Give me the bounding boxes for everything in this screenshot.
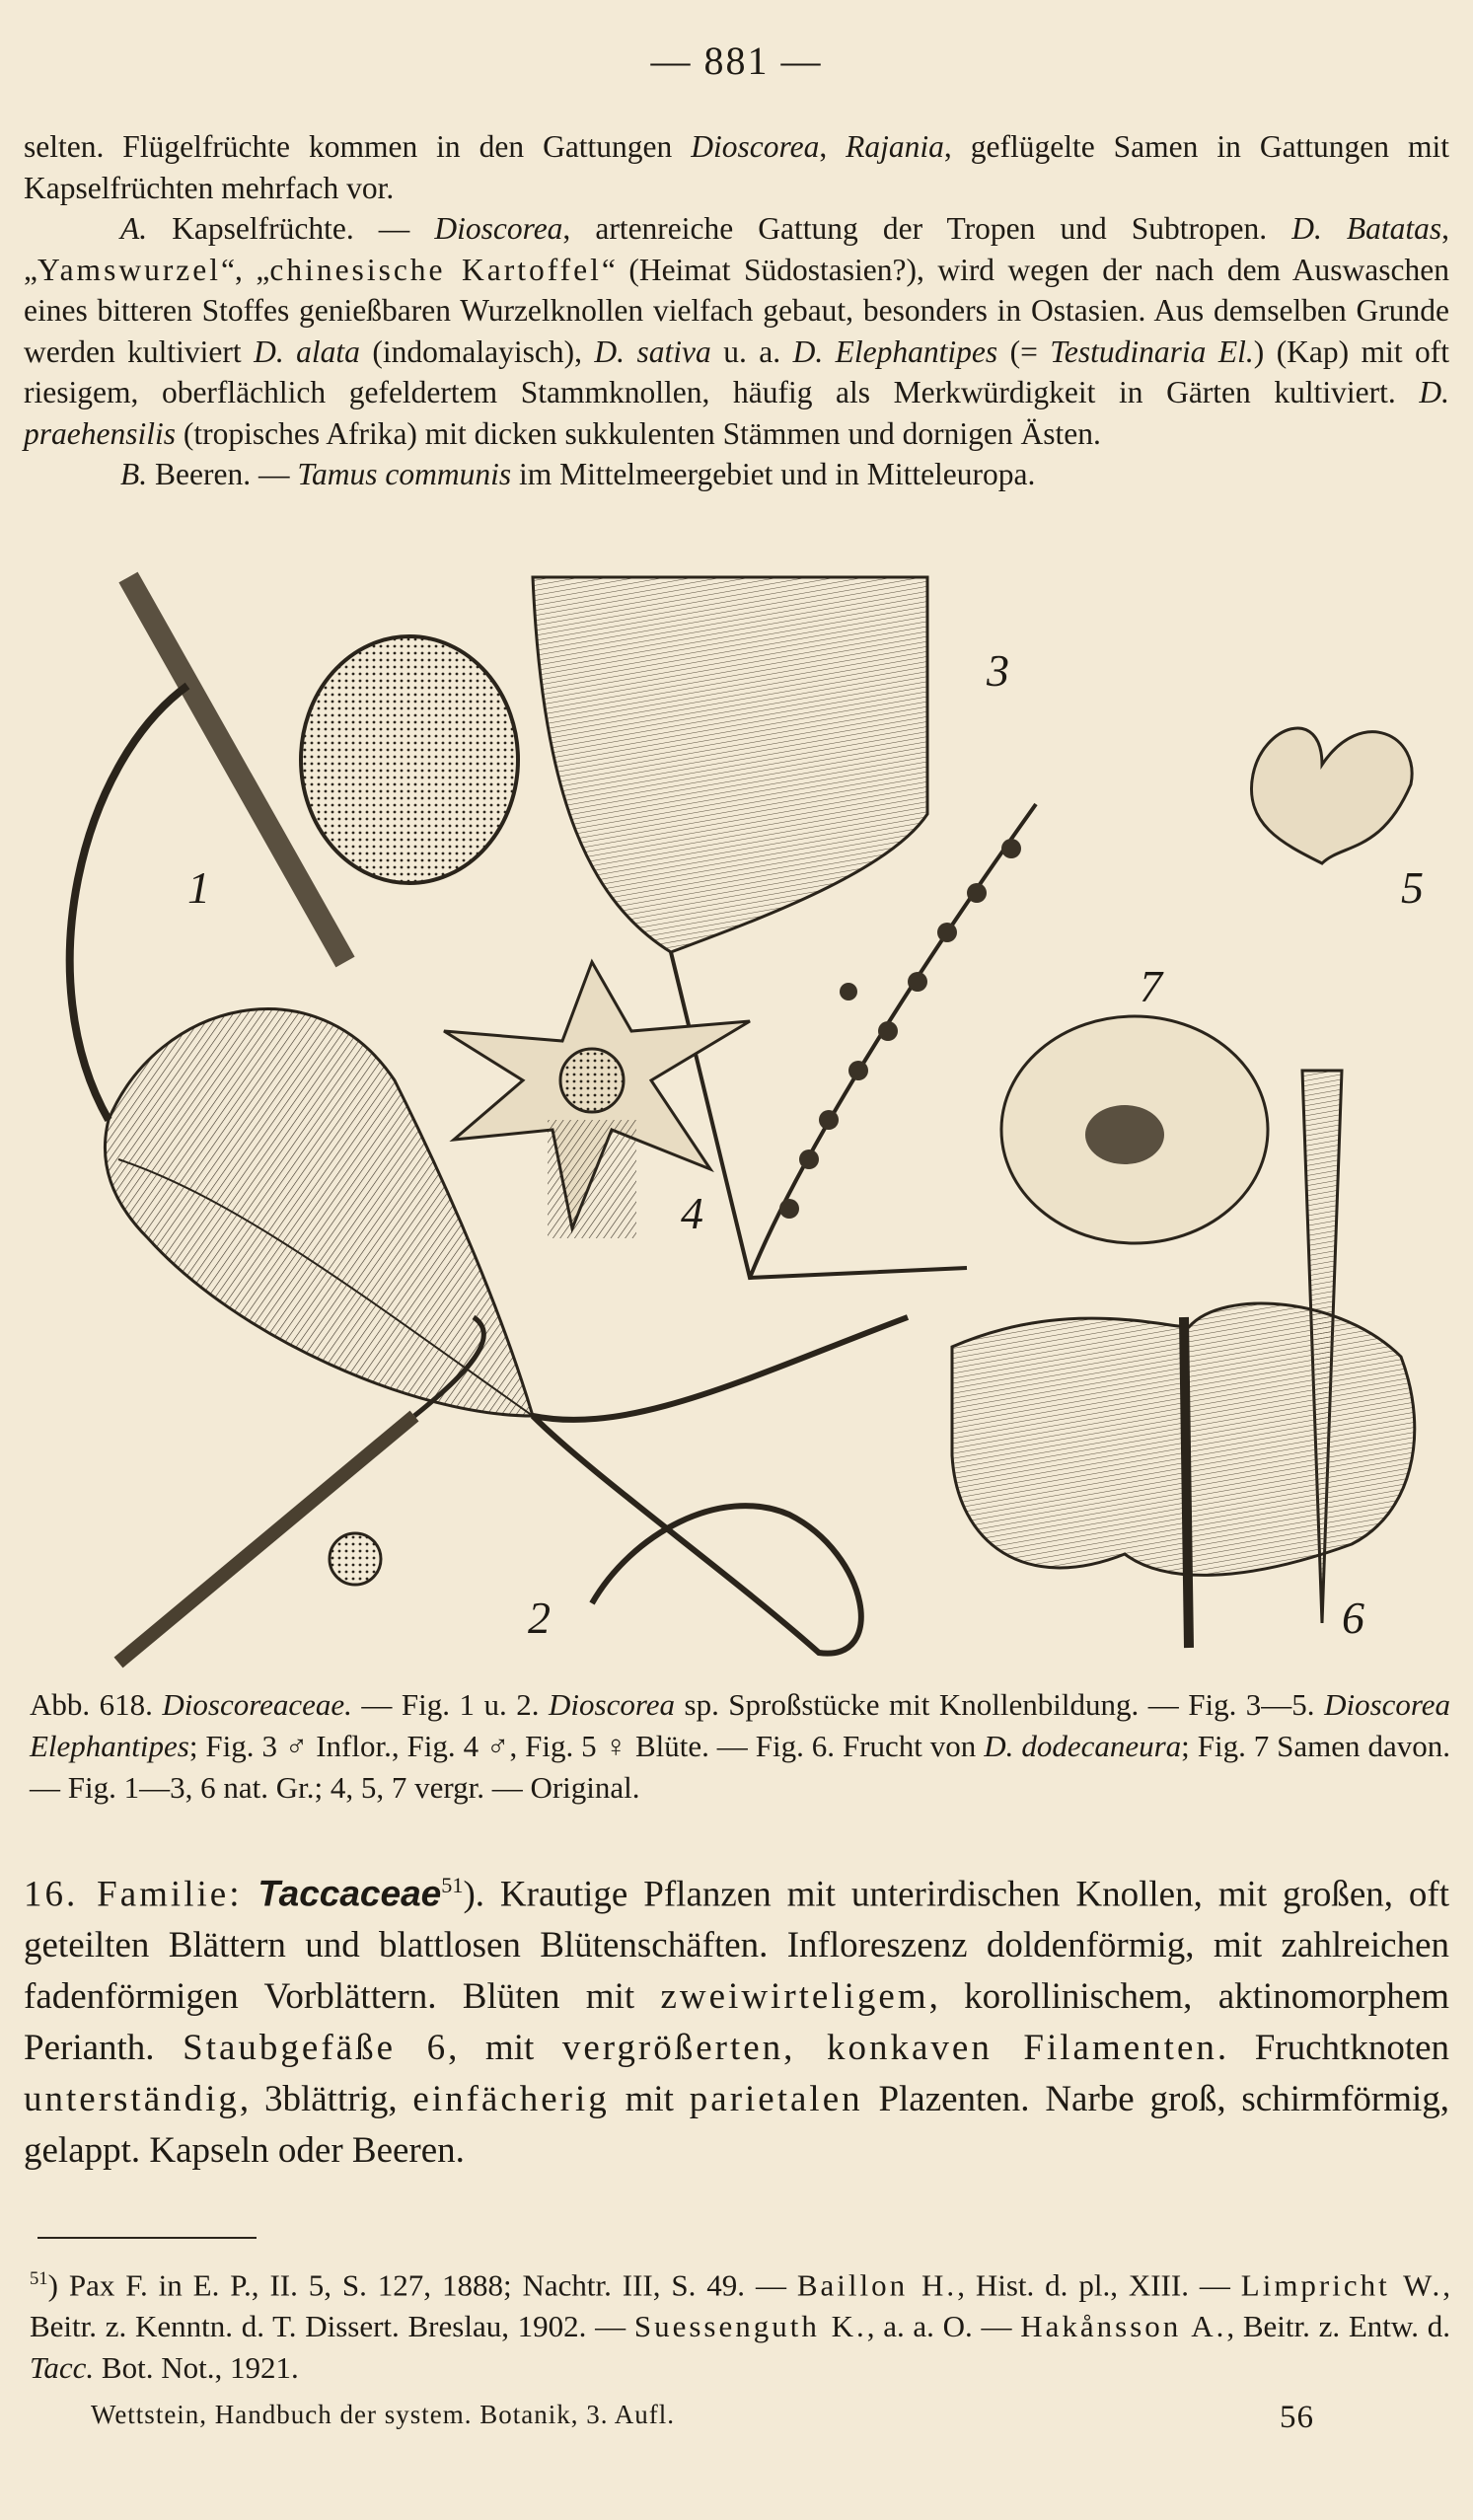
figure-label-5: 5	[1401, 862, 1424, 913]
body-text	[24, 126, 1449, 495]
footnote-divider	[37, 2237, 257, 2239]
figure-label-2: 2	[528, 1593, 551, 1643]
botanical-illustration	[39, 567, 1440, 1672]
paragraph-a: A. Kapselfrüchte. — Dioscorea, artenreiche Gattung der Tropen und Subtropen. D. Batatas, „Yamswurzel“, „chinesische Kartoffel“ (Heimat Südostasien?), wird wegen der nach dem Auswaschen eines bitteren Stoffes genießbaren Wurzelknollen vielfach gebaut, besonders in Ostasien. Aus demselben Grunde werden kultiviert D. alata (indomalayisch), D. sativa u. a. D. Elephantipes (= Testudinaria El.) (Kap) mit oft riesigem, oberflächlich gefeldertem Stammknollen, häufig als Merkwürdigkeit in Gärten kultiviert. D. praehensilis (tropisches Afrika) mit dicken sukkulenten Stämmen und dornigen Ästen.	[24, 211, 1450, 451]
footer-book-title: Wettstein, Handbuch der system. Botanik, 3. Aufl.	[91, 2400, 675, 2429]
figure-label-1: 1	[187, 862, 210, 913]
intro-paragraph: selten. Flügelfrüchte kommen in den Gattungen Dioscorea, Rajania, geflügelte Samen in Gattungen mit Kapselfrüchten mehrfach vor.	[24, 129, 1450, 205]
family-description: 16. Familie: Taccaceae$^{51}$). Krautige Pflanzen mit unterirdischen Knollen, mit großen, oft geteilten Blättern und blattlosen Blütenschäften. Infloreszenz doldenförmig, mit zahlreichen fadenförmigen Vorblättern. Blüten mit zweiwirteligem, korollinischem, aktinomorphem Perianth. Staubgefäße 6, mit vergrößerten, konkaven Filamenten. Fruchtknoten unterständig, 3blättrig, einfächerig mit parietalen Plazenten. Narbe groß, schirmförmig, gelappt. Kapseln oder Beeren.	[24, 1873, 1450, 2172]
figure-label-4: 4	[681, 1188, 703, 1238]
paragraph-b: B. Beeren. — Tamus communis im Mittelmeergebiet und in Mitteleuropa.	[120, 457, 1036, 491]
figure-label-6: 6	[1342, 1593, 1364, 1643]
figure-label-7: 7	[1140, 961, 1162, 1011]
figure-label-3: 3	[987, 645, 1009, 696]
footer-signature-number: 56	[1280, 2400, 1314, 2435]
footnote: $^{51}$) Pax F. in E. P., II. 5, S. 127, 1888; Nachtr. III, S. 49. — Baillon H., Hist. d. pl., XIII. — Limpricht W., Beitr. z. Kenntn. d. T. Dissert. Breslau, 1902. — Suessenguth K., a. a. O. — Hakånsson A., Beitr. z. Entw. d. Tacc. Bot. Not., 1921.	[30, 2267, 1450, 2386]
figure-caption: Abb. 618. Dioscoreaceae. — Fig. 1 u. 2. Dioscorea sp. Sproßstücke mit Knollenbildung. — Fig. 3—5. Dioscorea Elephantipes; Fig. 3 ♂ Inflor., Fig. 4 ♂, Fig. 5 ♀ Blüte. — Fig. 6. Frucht von D. dodecaneura; Fig. 7 Samen davon. — Fig. 1—3, 6 nat. Gr.; 4, 5, 7 vergr. — Original.	[30, 1687, 1451, 1805]
illustration-drawing	[39, 567, 1440, 1672]
page-footer	[91, 2400, 1314, 2435]
page-number: — 881 —	[650, 38, 823, 83]
